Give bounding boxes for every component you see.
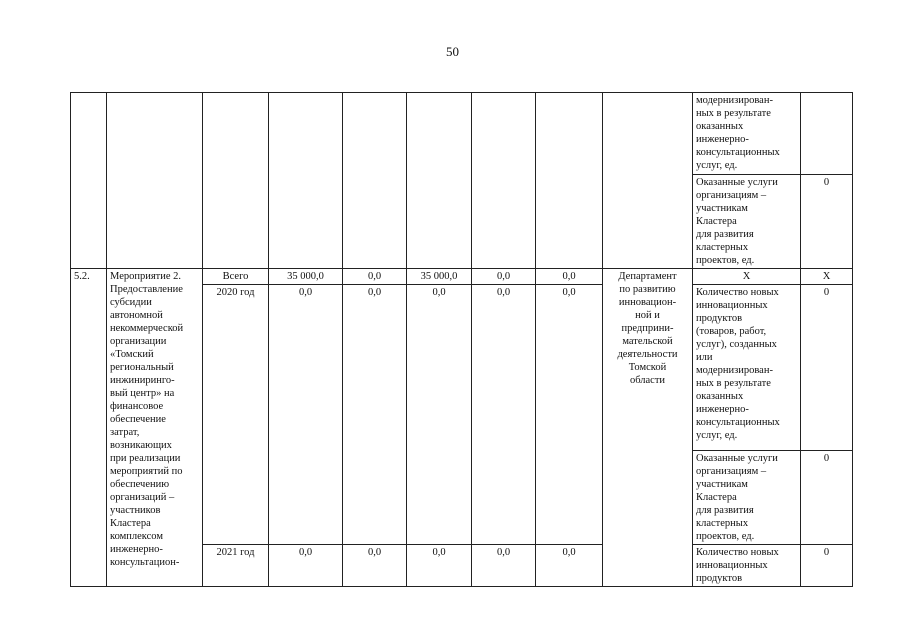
indicator-cell: Оказанные услуги организациям – участникам Кластера для развития кластерных проектов, ед. bbox=[693, 451, 801, 545]
table-row bbox=[71, 93, 853, 175]
value-cell: 0,0 bbox=[536, 285, 603, 545]
value-cell: 0,0 bbox=[343, 545, 407, 587]
name-cell-empty bbox=[107, 93, 203, 269]
indicator-cell: Количество новых инновационных продуктов bbox=[693, 545, 801, 587]
value-cell: 0,0 bbox=[536, 545, 603, 587]
table-row bbox=[71, 269, 853, 285]
indicator-cell: Оказанные услуги организациям – участникам Кластера для развития кластерных проектов, ед. bbox=[693, 175, 801, 269]
value-cell-empty bbox=[407, 93, 472, 269]
value-cell: 0,0 bbox=[472, 269, 536, 285]
indicator-cell: модернизирован- ных в результате оказанных инженерно- консультационных услуг, ед. bbox=[693, 93, 801, 175]
indicator-cell: Х bbox=[693, 269, 801, 285]
period-cell-empty bbox=[203, 93, 269, 269]
indicator-value: 0 bbox=[801, 545, 853, 587]
indicator-cell: Количество новых инновационных продуктов (товаров, работ, услуг), созданных или модернизирован- ных в результате оказанных инженерно- консультационных услуг, ед. bbox=[693, 285, 801, 451]
period-cell: 2021 год bbox=[203, 545, 269, 587]
value-cell: 0,0 bbox=[269, 285, 343, 545]
indicator-value: 0 bbox=[801, 175, 853, 269]
executor-cell: Департамент по развитию инновацион- ной и предприни- мательской деятельности Томской области bbox=[603, 269, 693, 587]
value-cell-empty bbox=[536, 93, 603, 269]
value-cell: 35 000,0 bbox=[407, 269, 472, 285]
value-cell: 0,0 bbox=[536, 269, 603, 285]
value-cell: 35 000,0 bbox=[269, 269, 343, 285]
num-cell-empty bbox=[71, 93, 107, 269]
value-cell: 0,0 bbox=[343, 269, 407, 285]
value-cell: 0,0 bbox=[407, 545, 472, 587]
executor-cell-empty bbox=[603, 93, 693, 269]
value-cell: 0,0 bbox=[343, 285, 407, 545]
indicator-value: 0 bbox=[801, 285, 853, 451]
value-cell: 0,0 bbox=[472, 545, 536, 587]
value-cell: 0,0 bbox=[407, 285, 472, 545]
value-cell: 0,0 bbox=[269, 545, 343, 587]
measures-table bbox=[70, 92, 853, 587]
indicator-value: 0 bbox=[801, 451, 853, 545]
page-number: 50 bbox=[446, 44, 459, 59]
value-cell-empty bbox=[343, 93, 407, 269]
period-cell: Всего bbox=[203, 269, 269, 285]
value-cell-empty bbox=[472, 93, 536, 269]
indicator-value bbox=[801, 93, 853, 175]
row-number: 5.2. bbox=[71, 269, 107, 587]
indicator-value: Х bbox=[801, 269, 853, 285]
period-cell: 2020 год bbox=[203, 285, 269, 545]
value-cell: 0,0 bbox=[472, 285, 536, 545]
value-cell-empty bbox=[269, 93, 343, 269]
measure-name: Мероприятие 2. Предоставление субсидии автономной некоммерческой организации «Томский региональный инжиниринго- вый центр» на финансовое обеспечение затрат, возникающих при реализации мероприятий по обеспечению организаций – участников Кластера комплексом инженерно- консультацион- bbox=[107, 269, 203, 587]
